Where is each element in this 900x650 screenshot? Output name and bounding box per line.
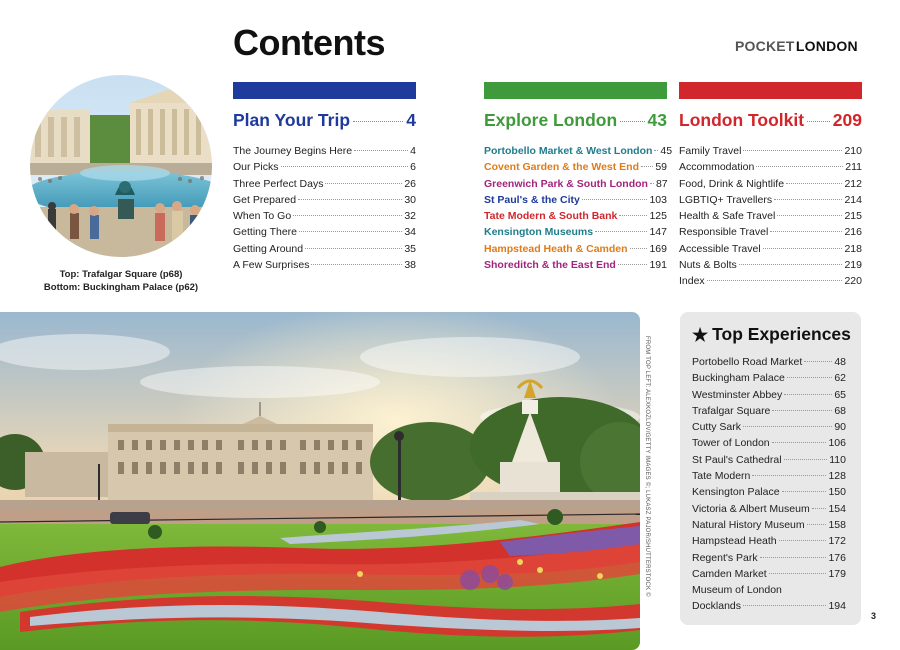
toc-item-label: Get Prepared <box>233 193 297 206</box>
experience-label: Cutty Sark <box>692 421 742 434</box>
dot-leader <box>311 264 402 265</box>
dot-leader <box>752 475 826 476</box>
toc-item-page: 211 <box>845 161 862 174</box>
toc-item-page: 87 <box>655 177 668 190</box>
caption-top: Top: Trafalgar Square (p68) <box>59 269 183 280</box>
experience-item[interactable] <box>692 501 846 517</box>
toc-list <box>233 143 416 273</box>
toc-item-label: Accessible Travel <box>679 242 761 255</box>
dot-leader <box>779 540 827 541</box>
dot-leader <box>619 215 647 216</box>
top-experiences-list <box>692 354 846 614</box>
toc-item-label: Index <box>679 275 705 288</box>
top-experiences-title: Top Experiences <box>712 324 851 344</box>
toc-item-page: 216 <box>844 226 862 239</box>
toc-item[interactable] <box>484 176 667 192</box>
toc-item[interactable] <box>484 257 667 273</box>
toc-item-label: Greenwich Park & South London <box>484 177 648 190</box>
toc-item-label: St Paul's & the City <box>484 193 580 206</box>
toc-item-page: 191 <box>649 259 667 272</box>
experience-item[interactable] <box>692 435 846 451</box>
experience-label: Trafalgar Square <box>692 404 771 417</box>
dot-leader <box>582 199 648 200</box>
experience-item[interactable] <box>692 370 846 386</box>
section-color-bar <box>484 82 667 99</box>
experience-item[interactable] <box>692 387 846 403</box>
dot-leader <box>774 199 842 200</box>
toc-item-page: 59 <box>655 161 667 174</box>
dot-leader <box>784 394 832 395</box>
toc-item[interactable] <box>679 143 862 159</box>
photo-credit-text: FROM TOP LEFT: ALEXKOZLOV/GETTY IMAGES ©; LUKASZ PAJOR/SHUTTERSTOCK © <box>644 336 650 597</box>
section-heading[interactable] <box>484 110 667 131</box>
star-icon: ★ <box>692 324 709 345</box>
dot-leader <box>812 508 827 509</box>
experience-page: 150 <box>828 486 846 499</box>
dot-leader <box>739 264 843 265</box>
dot-leader <box>760 557 827 558</box>
dot-leader <box>807 121 830 122</box>
section-color-bar <box>233 82 416 99</box>
toc-item-label: Nuts & Bolts <box>679 259 737 272</box>
toc-item[interactable] <box>233 224 416 240</box>
dot-leader <box>777 215 842 216</box>
toc-item[interactable] <box>484 208 667 224</box>
section-color-bar <box>679 82 862 99</box>
dot-leader <box>298 199 402 200</box>
experience-label: Victoria & Albert Museum <box>692 502 810 515</box>
experience-page: 62 <box>834 372 846 385</box>
dot-leader <box>743 150 842 151</box>
section-page: 4 <box>406 110 416 130</box>
dot-leader <box>786 183 842 184</box>
dot-leader <box>743 426 832 427</box>
photo-caption <box>30 268 212 294</box>
toc-item-label: LGBTIQ+ Travellers <box>679 193 773 206</box>
experience-page: 110 <box>829 453 846 466</box>
experience-label: Kensington Palace <box>692 486 780 499</box>
experience-page: 128 <box>828 470 846 483</box>
dot-leader <box>772 442 827 443</box>
experience-item[interactable] <box>692 550 846 566</box>
toc-item-page: 103 <box>649 193 667 206</box>
dot-leader <box>595 231 647 232</box>
dot-leader <box>353 121 403 122</box>
toc-item-label: Health & Safe Travel <box>679 210 776 223</box>
section-explore-london <box>484 82 673 273</box>
toc-item-page: 125 <box>649 210 667 223</box>
toc-item-label: Tate Modern & South Bank <box>484 210 618 223</box>
toc-item[interactable] <box>679 224 862 240</box>
dot-leader <box>325 183 402 184</box>
experience-page: 68 <box>834 404 846 417</box>
toc-item-page: 219 <box>844 259 862 272</box>
experience-label: Portobello Road Market <box>692 356 803 368</box>
toc-item[interactable] <box>233 241 416 257</box>
dot-leader <box>707 280 843 281</box>
toc-item-page: 210 <box>844 145 862 157</box>
experience-label: Natural History Museum <box>692 518 805 531</box>
dot-leader <box>641 166 653 167</box>
dot-leader <box>650 183 654 184</box>
toc-item-page: 220 <box>844 275 862 288</box>
toc-item[interactable] <box>233 143 416 159</box>
toc-item-label: Our Picks <box>233 161 279 174</box>
experience-page: 106 <box>828 437 846 450</box>
experience-item[interactable] <box>692 419 846 435</box>
experience-item[interactable] <box>692 566 846 582</box>
section-london-toolkit <box>679 82 862 290</box>
dot-leader <box>354 150 408 151</box>
dot-leader <box>743 605 826 606</box>
toc-item-page: 32 <box>404 210 416 223</box>
dot-leader <box>787 377 833 378</box>
toc-item-label: When To Go <box>233 210 292 223</box>
section-page: 209 <box>832 110 862 130</box>
toc-item-page: 218 <box>844 242 862 255</box>
toc-item-page: 30 <box>404 193 416 206</box>
toc-item-page: 214 <box>844 193 862 206</box>
toc-item[interactable] <box>484 224 667 240</box>
experience-label: Tate Modern <box>692 470 751 483</box>
toc-item-page: 6 <box>410 161 416 174</box>
experience-label: Museum of London <box>692 584 782 597</box>
experience-page: 158 <box>828 518 846 531</box>
toc-item-page: 169 <box>649 242 667 255</box>
section-heading[interactable] <box>233 110 416 131</box>
top-experiences-heading <box>692 324 851 345</box>
toc-item-label: Portobello Market & West London <box>484 145 653 157</box>
toc-item[interactable] <box>679 273 862 289</box>
dot-leader <box>769 573 827 574</box>
toc-item-page: 45 <box>660 145 673 157</box>
experience-item[interactable] <box>692 403 846 419</box>
section-title: Explore London <box>484 110 618 130</box>
section-plan-your-trip <box>233 82 416 273</box>
page-number: 3 <box>871 611 877 621</box>
experience-label: Hampstead Heath <box>692 535 777 548</box>
dot-leader <box>784 459 828 460</box>
toc-item[interactable] <box>233 192 416 208</box>
section-title: Plan Your Trip <box>233 110 351 130</box>
experience-label: Camden Market <box>692 567 767 580</box>
toc-item[interactable] <box>679 159 862 175</box>
section-heading[interactable] <box>679 110 862 131</box>
toc-item-label: Accommodation <box>679 161 755 174</box>
toc-list <box>679 143 862 290</box>
toc-item[interactable] <box>679 257 862 273</box>
buckingham-palace-photo <box>0 312 640 650</box>
dot-leader <box>305 248 402 249</box>
experience-line2 <box>692 598 846 614</box>
toc-item[interactable] <box>233 159 416 175</box>
experience-page: 154 <box>828 502 846 515</box>
experience-item[interactable] <box>692 484 846 500</box>
dot-leader <box>782 491 827 492</box>
toc-item[interactable] <box>233 208 416 224</box>
dot-leader <box>630 248 648 249</box>
toc-item-page: 147 <box>649 226 667 239</box>
experience-page: 179 <box>828 567 846 580</box>
series-prefix: POCKET <box>735 38 795 54</box>
toc-item-label: Shoreditch & the East End <box>484 259 616 272</box>
toc-item[interactable] <box>679 192 862 208</box>
toc-item[interactable] <box>484 143 673 159</box>
toc-item[interactable] <box>679 241 862 257</box>
experience-label: Regent's Park <box>692 551 758 564</box>
experience-page: 48 <box>834 356 846 368</box>
dot-leader <box>807 524 827 525</box>
dot-leader <box>299 231 402 232</box>
dot-leader <box>281 166 409 167</box>
caption-bottom: Bottom: Buckingham Palace (p62) <box>43 282 199 293</box>
toc-item[interactable] <box>679 176 862 192</box>
experience-item[interactable] <box>692 517 846 533</box>
experience-page: 65 <box>834 388 846 401</box>
toc-item[interactable] <box>233 257 416 273</box>
experience-page: 194 <box>828 600 846 613</box>
dot-leader <box>618 264 648 265</box>
dot-leader <box>756 166 843 167</box>
toc-item-page: 38 <box>404 259 416 272</box>
experience-label: Tower of London <box>692 437 770 450</box>
trafalgar-square-photo <box>30 75 212 257</box>
section-page: 43 <box>647 110 667 130</box>
toc-item-page: 34 <box>404 226 416 239</box>
series-name <box>735 38 858 54</box>
toc-item-page: 215 <box>844 210 862 223</box>
dot-leader <box>654 150 658 151</box>
toc-item-label: Food, Drink & Nightlife <box>679 177 785 190</box>
dot-leader <box>804 361 832 362</box>
toc-item[interactable] <box>233 176 416 192</box>
toc-item-page: 212 <box>844 177 862 190</box>
toc-item[interactable] <box>484 241 667 257</box>
toc-item-page: 35 <box>404 242 416 255</box>
series-city: LONDON <box>795 38 858 54</box>
dot-leader <box>763 248 843 249</box>
toc-item-page: 4 <box>410 145 416 157</box>
toc-item-label: Family Travel <box>679 145 742 157</box>
toc-item-label: A Few Surprises <box>233 259 310 272</box>
experience-label-cont: Docklands <box>692 600 742 613</box>
experience-page: 90 <box>834 421 846 434</box>
toc-item-label: Responsible Travel <box>679 226 769 239</box>
experience-item[interactable] <box>692 582 846 614</box>
experience-label: St Paul's Cathedral <box>692 453 782 466</box>
experience-page: 176 <box>828 551 846 564</box>
experience-item[interactable] <box>692 452 846 468</box>
dot-leader <box>293 215 402 216</box>
toc-item[interactable] <box>484 192 667 208</box>
toc-item-label: Hampstead Heath & Camden <box>484 242 628 255</box>
experience-label: Westminster Abbey <box>692 388 783 401</box>
dot-leader <box>772 410 832 411</box>
experience-item[interactable] <box>692 533 846 549</box>
dot-leader <box>620 121 644 122</box>
toc-item-label: Covent Garden & the West End <box>484 161 639 174</box>
page-title: Contents <box>233 22 385 63</box>
toc-item-label: The Journey Begins Here <box>233 145 353 157</box>
toc-item[interactable] <box>484 159 667 175</box>
section-title: London Toolkit <box>679 110 805 130</box>
toc-item[interactable] <box>679 208 862 224</box>
experience-item[interactable] <box>692 354 846 370</box>
toc-item-label: Getting Around <box>233 242 304 255</box>
experience-label: Buckingham Palace <box>692 372 785 385</box>
toc-item-label: Three Perfect Days <box>233 177 324 190</box>
dot-leader <box>770 231 842 232</box>
toc-item-label: Kensington Museums <box>484 226 594 239</box>
toc-item-label: Getting There <box>233 226 298 239</box>
top-experiences-list-wrap <box>692 354 846 614</box>
experience-item[interactable] <box>692 468 846 484</box>
toc-list <box>484 143 673 273</box>
toc-item-page: 26 <box>404 177 416 190</box>
experience-page: 172 <box>828 535 846 548</box>
photo-credit <box>641 336 651 597</box>
